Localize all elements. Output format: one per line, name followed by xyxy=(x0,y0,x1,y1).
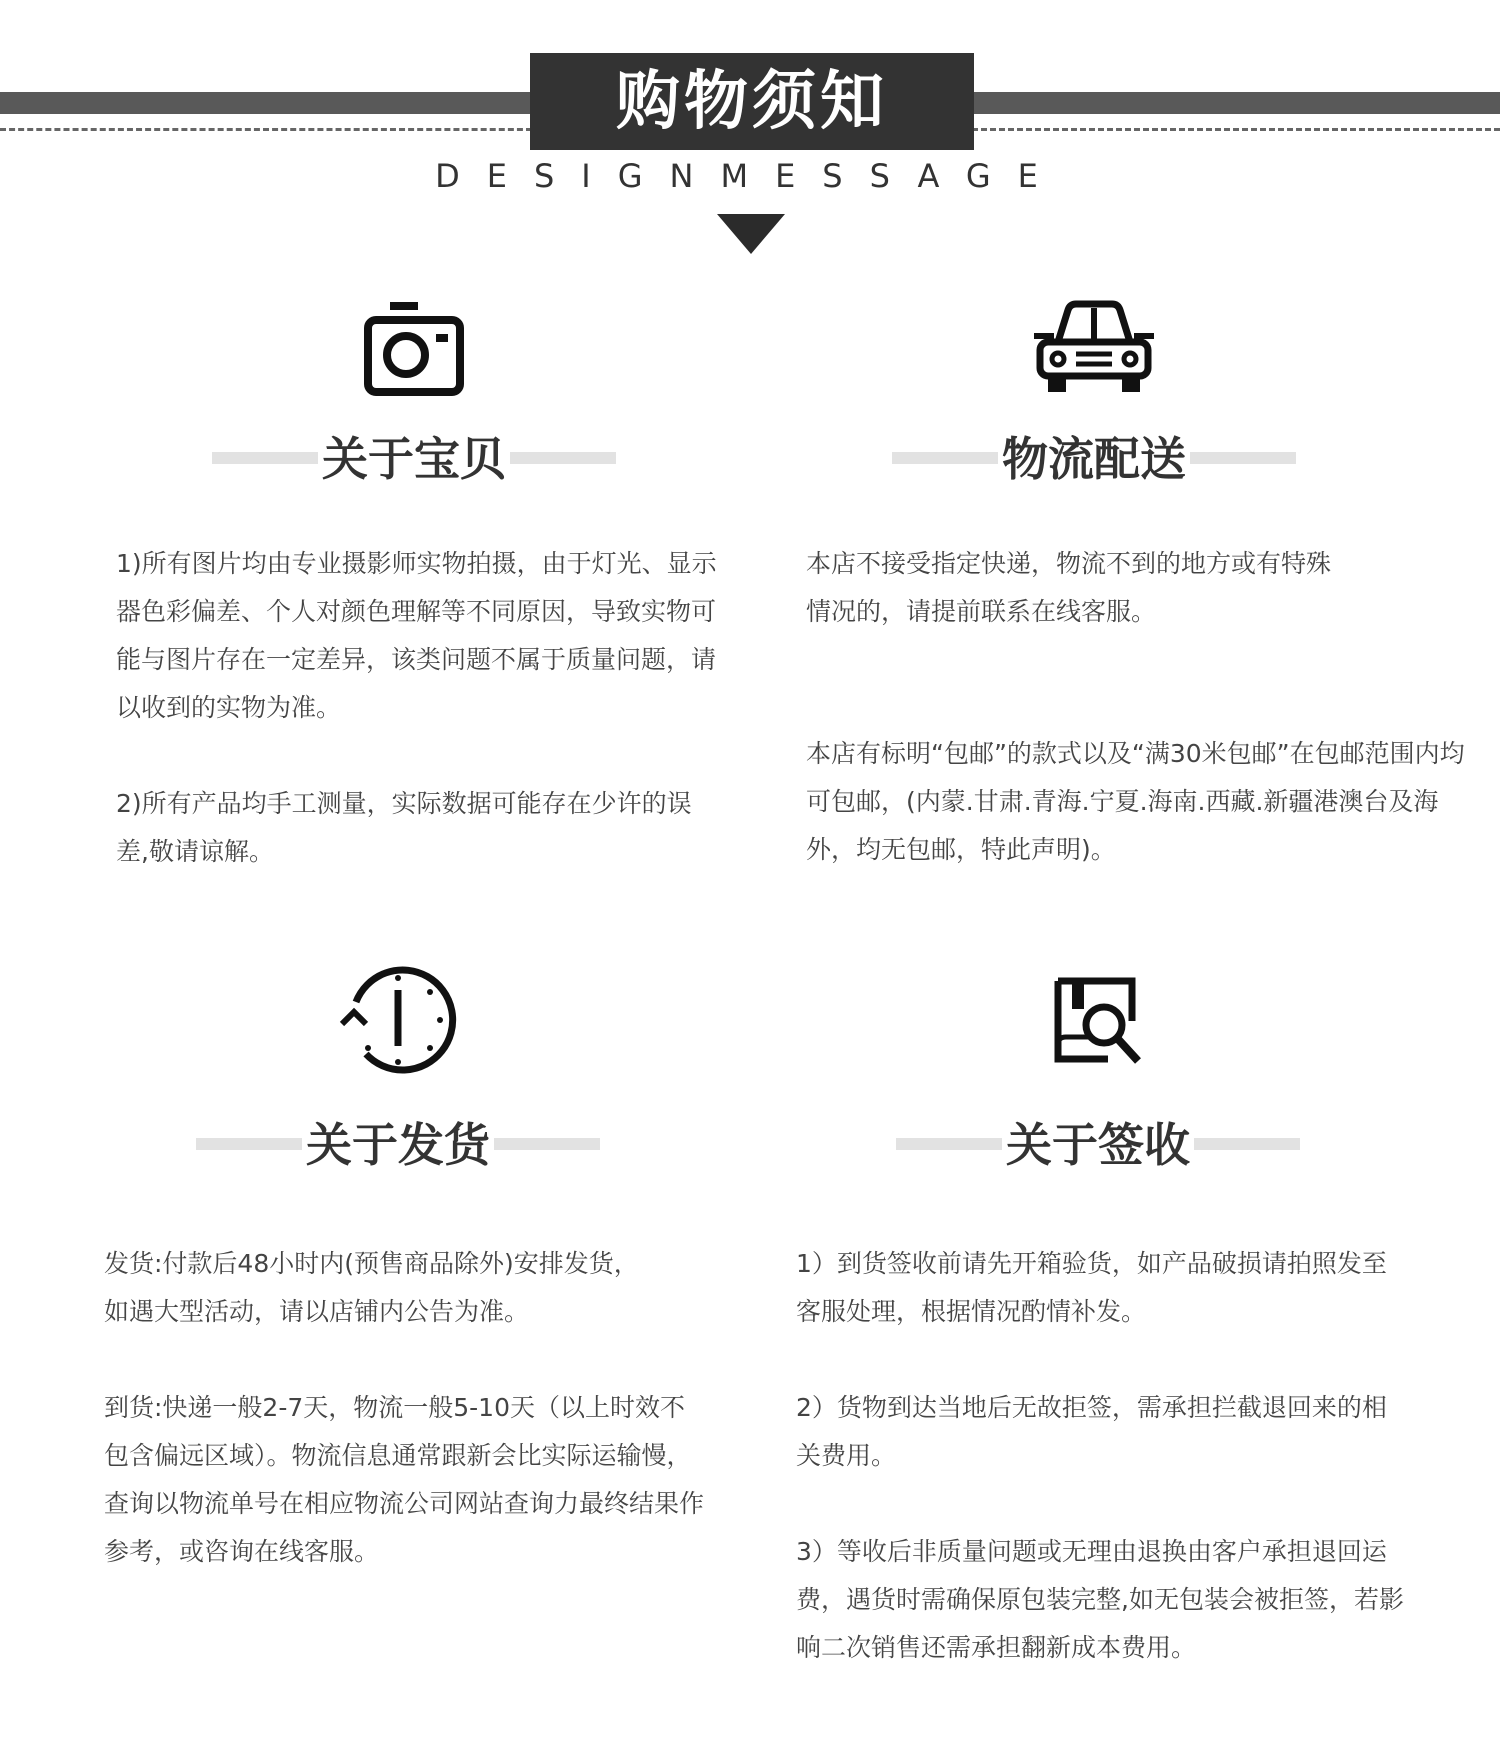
wuliu-paragraph-2: 本店有标明“包邮”的款式以及“满30米包邮”在包邮范围内均可包邮，(内蒙.甘肃.青海.宁夏.海南.西藏.新疆港澳台及海外，均无包邮，特此声明)。 xyxy=(806,739,1465,864)
header-dashes-right xyxy=(972,128,1500,131)
header-bar-left xyxy=(0,92,532,114)
wuliu-paragraph-1: 本店不接受指定快递，物流不到的地方或有特殊情况的，请提前联系在线客服。 xyxy=(806,549,1332,626)
header-bar-right xyxy=(972,92,1500,114)
document-search-icon xyxy=(1052,975,1144,1067)
clock-icon xyxy=(336,962,460,1076)
section-title-wuliu xyxy=(892,432,1296,486)
qianshou-paragraph-1: 1）到货签收前请先开箱验货，如产品破损请拍照发至客服处理，根据情况酌情补发。 xyxy=(796,1249,1387,1326)
header-dashes-left xyxy=(0,128,532,131)
fahuo-paragraph-2: 到货:快递一般2-7天，物流一般5-10天（以上时效不包含偏远区域）。物流信息通常跟新会比实际运输慢，查询以物流单号在相应物流公司网站查询力最终结果作参考，或咨询在线客服。 xyxy=(104,1393,705,1566)
section-title-text: 关于发货 xyxy=(302,1118,494,1172)
section-title-baobei xyxy=(212,432,616,486)
section-title-text: 关于签收 xyxy=(1002,1118,1194,1172)
section-title-text: 物流配送 xyxy=(998,432,1190,486)
baobei-paragraph-2: 2)所有产品均手工测量，实际数据可能存在少许的误差,敬请谅解。 xyxy=(116,789,692,866)
section-title-qianshou xyxy=(896,1118,1300,1172)
car-icon xyxy=(1034,300,1154,396)
section-title-text: 关于宝贝 xyxy=(318,432,510,486)
down-arrow-icon xyxy=(717,214,785,254)
page-subtitle: DESIGNMESSAGE xyxy=(435,157,1065,195)
section-title-fahuo xyxy=(196,1118,600,1172)
fahuo-paragraph-1: 发货:付款后48小时内(预售商品除外)安排发货，如遇大型活动，请以店铺内公告为准。 xyxy=(104,1249,639,1326)
qianshou-paragraph-2: 2）货物到达当地后无故拒签，需承担拦截退回来的相关费用。 xyxy=(796,1393,1387,1470)
qianshou-paragraph-3: 3）等收后非质量问题或无理由退换由客户承担退回运费，遇货时需确保原包装完整,如无包装会被拒签，若影响二次销售还需承担翻新成本费用。 xyxy=(796,1537,1404,1662)
camera-icon xyxy=(362,300,466,398)
page-title: 购物须知 xyxy=(616,64,888,139)
header-title-box xyxy=(530,53,974,150)
baobei-paragraph-1: 1)所有图片均由专业摄影师实物拍摄，由于灯光、显示器色彩偏差、个人对颜色理解等不同原因，导致实物可能与图片存在一定差异，该类问题不属于质量问题，请以收到的实物为准。 xyxy=(116,549,717,722)
